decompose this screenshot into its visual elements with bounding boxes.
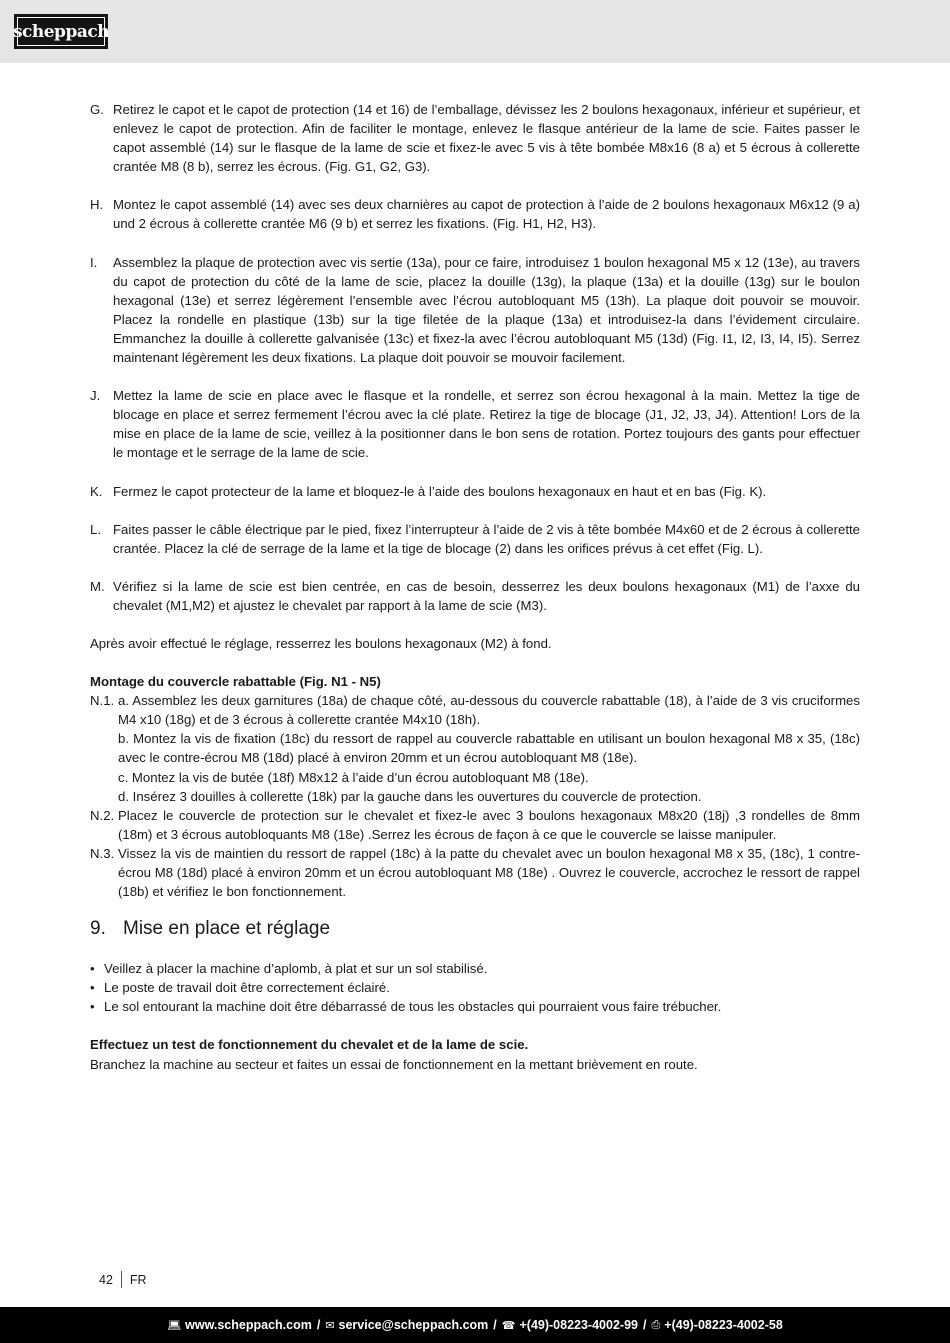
email-icon: ✉︎ xyxy=(325,1319,335,1332)
page-header xyxy=(0,0,950,63)
page-number: 42 xyxy=(99,1272,113,1287)
step-letter: M. xyxy=(90,578,105,594)
logo-text: scheppach xyxy=(12,21,110,42)
scheppach-logo xyxy=(14,14,108,49)
list-item-text: Veillez à placer la machine d’aplomb, à plat et sur un sol stabilisé. xyxy=(104,961,488,977)
page-language: FR xyxy=(129,1272,147,1287)
step-text: Montez le capot assemblé (14) avec ses deux charnières au capot de protection à l’aide de 2 boulons hexagonaux M6x12 (9 a) und 2 écrous à collerette crantée M6 (9 b) et serrez les fixations. (Fig. H1, H2, H3). xyxy=(113,197,860,232)
step-text: Faites passer le câble électrique par le pied, fixez l’interrupteur à l’aide de 2 vis à tête bombée M4x60 et de 2 écrous à collerette crantée. Placez la clé de serrage de la lame et la tige de blocage (2) dans les orifices prévus à cet effet (Fig. L). xyxy=(113,521,860,556)
step-n1-c: c. Montez la vis de butée (18f) M8x12 à l’aide d’un écrou autobloquant M8 (18e). xyxy=(118,769,589,785)
step-text: Assemblez la plaque de protection avec vis sertie (13a), pour ce faire, introduisez 1 boulon hexagonal M5 x 12 (13e), au travers du capot de protection du côté de la lame de scie, placez la douille (13g), la plaque (13a) et la douille (13g) sur le boulon hexagonal (13e) et serrez légèrement l’ensemble avec l’écrou autobloquant M5 (13h). La plaque doit pouvoir se mouvoir. Placez la rondelle en plastique (13b) sur la tige filetée de la plaque (13a) et introduisez-la dans l’évidement circulaire. Emmanchez la douille à collerette galvanisée (13c) et fixez-la avec l’écrou autobloquant M5 (13d) (Fig. I1, I2, I3, I4, I5). Serrez maintenant légèrement les deux fixations. La plaque doit pouvoir se mouvoir facilement. xyxy=(113,254,860,366)
step-letter: I. xyxy=(90,254,98,270)
page-number-divider xyxy=(121,1271,122,1288)
step-j xyxy=(90,386,860,462)
step-letter: K. xyxy=(90,483,103,499)
step-i xyxy=(90,253,860,368)
footer-email[interactable]: service@scheppach.com xyxy=(338,1318,489,1332)
step-n3 xyxy=(90,844,860,901)
step-letter: G. xyxy=(90,102,104,117)
bullet-icon: • xyxy=(90,961,95,977)
step-n1 xyxy=(90,691,860,806)
list-item xyxy=(90,959,860,978)
step-n2-text: Placez le couvercle de protection sur le chevalet et fixez-le avec 3 boulons hexagonaux M8x20 (18j) ,3 rondelles de 8mm (18m) et 3 écrous autobloquants M8 (18e) .Serrez les écrous de façon à ce que le couvercle se laisse manipuler. xyxy=(118,807,860,842)
step-m xyxy=(90,577,860,615)
montage-heading: Montage du couvercle rabattable (Fig. N1 - N5) xyxy=(90,674,381,690)
footer-fax: +(49)-08223-4002-58 xyxy=(664,1318,783,1332)
footer-website[interactable]: www.scheppach.com xyxy=(185,1318,312,1332)
step-h xyxy=(90,195,860,233)
section-number: 9. xyxy=(90,918,106,940)
phone-icon: ☎︎ xyxy=(501,1319,516,1332)
step-text: Retirez le capot et le capot de protection (14 et 16) de l’emballage, dévissez les 2 boulons hexagonaux, inférieur et supérieur, et enlevez le capot de protection. Afin de faciliter le montage, enlevez le flasque antérieur de la lame de scie. Faites passer le capot assemblé (14) sur le flasque de la lame de scie et fixez-le avec 5 vis à tête bombée M8x16 (8 a) et 5 écrous à collerette crantée M8 (8 b), serrez les écrous. (Fig. G1, G2, G3). xyxy=(113,102,860,175)
step-number: N.3. xyxy=(90,845,115,861)
step-letter: J. xyxy=(90,388,101,404)
bullet-icon: • xyxy=(90,980,95,996)
page-content xyxy=(90,100,860,1074)
step-g xyxy=(90,100,860,176)
page-footer: 💻︎ www.scheppach.com / ✉︎ service@scheppach.com / ☎︎ +(49)-08223-4002-99 / ⎙ +(49)-08223-4002-58 xyxy=(0,1307,950,1343)
computer-icon: 💻︎ xyxy=(167,1319,182,1332)
list-item-text: Le poste de travail doit être correctement éclairé. xyxy=(104,980,390,996)
list-item-text: Le sol entourant la machine doit être débarrassé de tous les obstacles qui pourraient vous faire trébucher. xyxy=(104,999,722,1015)
bullet-icon: • xyxy=(90,999,95,1015)
page-number-block xyxy=(99,1271,147,1288)
step-n1-b: b. Montez la vis de fixation (18c) du ressort de rappel au couvercle rabattable en utilisant un boulon hexagonal M8 x 35, (18c) avec le contre-écrou M8 (18d) placé à environ 20mm et un écrou autobloquant M8 (18e). xyxy=(118,731,860,766)
fax-icon: ⎙ xyxy=(651,1318,661,1331)
list-item xyxy=(90,997,860,1016)
footer-phone: +(49)-08223-4002-99 xyxy=(519,1318,638,1332)
section-heading xyxy=(90,917,860,941)
test-heading: Effectuez un test de fonctionnement du chevalet et de la lame de scie. xyxy=(90,1037,529,1053)
step-n3-text: Vissez la vis de maintien du ressort de rappel (18c) à la patte du chevalet avec un boulon hexagonal M8 x 35, (18c), 1 contre-écrou M8 (18d) placé à environ 20mm et un écrou autobloquant M8 (18e) . Ouvrez le couvercle, accrochez le ressort de rappel (18b) et vérifiez le bon fonctionnement. xyxy=(118,845,860,900)
step-text: Vérifiez si la lame de scie est bien centrée, en cas de besoin, desserrez les deux boulons hexagonaux (M1) de l’axxe du chevalet (M1,M2) et ajustez le chevalet par rapport à la lame de scie (M3). xyxy=(113,578,860,613)
after-adjust-text: Après avoir effectué le réglage, resserrez les boulons hexagonaux (M2) à fond. xyxy=(90,635,552,651)
step-text: Fermez le capot protecteur de la lame et bloquez-le à l’aide des boulons hexagonaux en haut et en bas (Fig. K). xyxy=(113,483,767,499)
step-l xyxy=(90,520,860,558)
step-k xyxy=(90,482,860,501)
step-letter: H. xyxy=(90,197,104,213)
test-text: Branchez la machine au secteur et faites un essai de fonctionnement en la mettant brièvement en route. xyxy=(90,1056,698,1072)
step-n1-a: a. Assemblez les deux garnitures (18a) de chaque côté, au-dessous du couvercle rabattable (18), à l’aide de 3 vis cruciformes M4 x10 (18g) et de 3 écrous à collerette crantée M4x10 (18h). xyxy=(118,693,860,728)
list-item xyxy=(90,978,860,997)
step-number: N.2. xyxy=(90,807,115,823)
section-title: Mise en place et réglage xyxy=(123,918,331,940)
step-number: N.1. xyxy=(90,693,115,709)
step-letter: L. xyxy=(90,521,101,537)
bullet-list xyxy=(90,959,860,1016)
step-n1-d: d. Insérez 3 douilles à collerette (18k) par la gauche dans les ouvertures du couvercle de protection. xyxy=(118,788,702,804)
step-text: Mettez la lame de scie en place avec le flasque et la rondelle, et serrez son écrou hexagonal à la main. Mettez la tige de blocage en place et serrez fermement l’écrou avec la clé plate. Retirez la tige de blocage (J1, J2, J3, J4). Attention! Lors de la mise en place de la lame de scie, veillez à la positionner dans le bon sens de rotation. Portez toujours des gants pour effectuer le montage et le serrage de la lame de scie. xyxy=(113,388,860,461)
step-n2 xyxy=(90,806,860,844)
